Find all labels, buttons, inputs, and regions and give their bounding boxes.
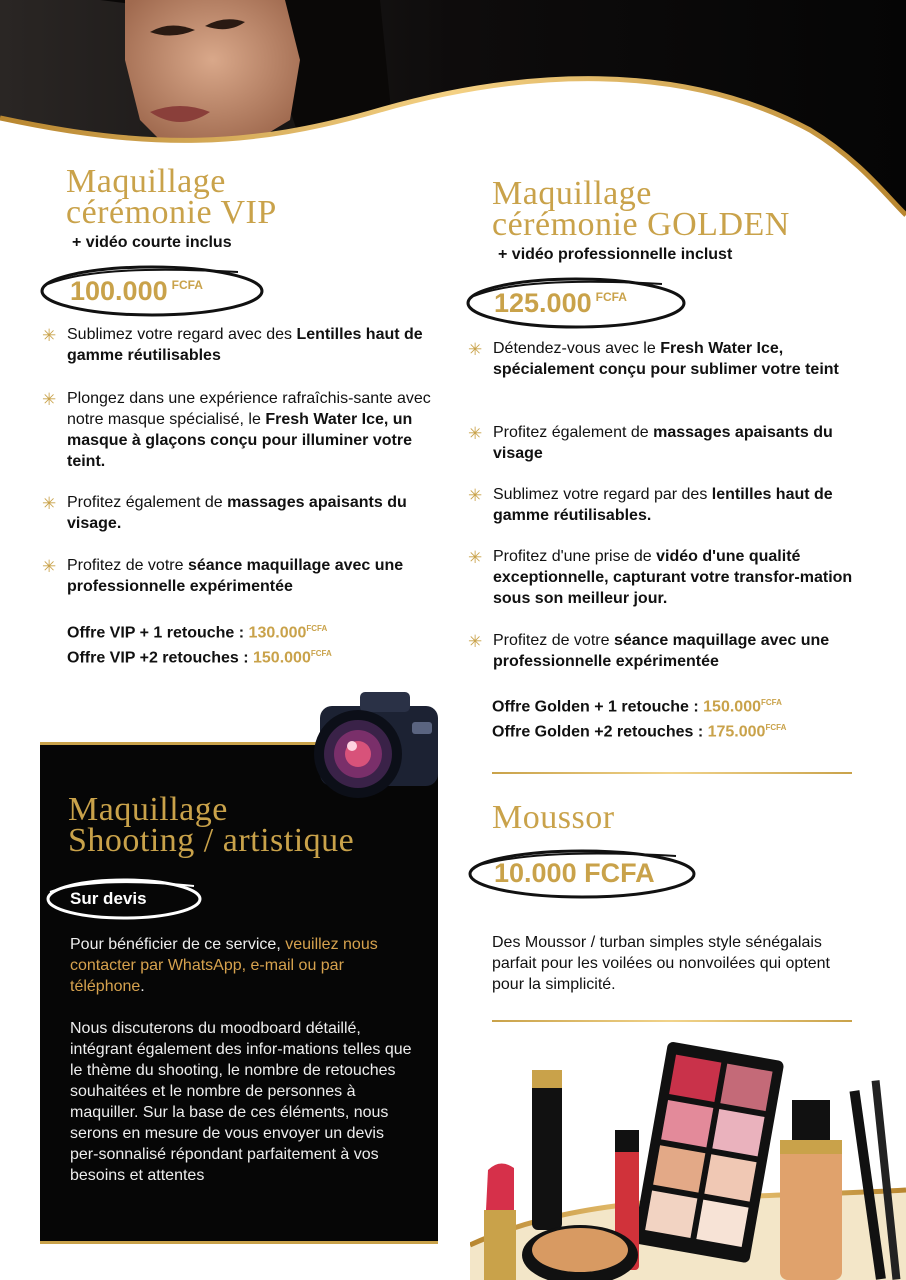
sparkle-icon: ✳ <box>468 632 483 651</box>
vip-title-line1: Maquillage <box>66 163 226 200</box>
golden-price-currency: FCFA <box>595 290 627 304</box>
sparkle-icon: ✳ <box>468 424 483 443</box>
moussor-price: 10.000 FCFA <box>494 858 655 888</box>
shooting-tag: Sur devis <box>70 889 147 908</box>
golden-offers <box>492 692 786 743</box>
shooting-paragraph-1: Pour bénéficier de ce service, veuillez nous contacter par WhatsApp, e-mail ou par téléphone. <box>70 936 378 995</box>
vip-offers <box>67 618 332 669</box>
golden-item-3: ✳ Sublimez votre regard par des lentilles haut de gamme réutilisables. <box>468 486 833 524</box>
shooting-title <box>68 791 355 859</box>
divider <box>492 1020 852 1022</box>
vip-subtitle: + vidéo courte inclus <box>72 234 232 251</box>
vip-price <box>70 276 203 307</box>
vip-offer-1: Offre VIP + 1 retouche : $130.000^{FCFA}$ <box>67 624 328 642</box>
sparkle-icon: ✳ <box>42 326 57 345</box>
golden-item-5: ✳ Profitez de votre séance maquillage avec une professionnelle expérimentée <box>468 632 830 670</box>
golden-title <box>492 175 790 243</box>
vip-offer-2: Offre VIP +2 retouches : $150.000^{FCFA}$ <box>67 649 332 667</box>
golden-title-line1: Maquillage <box>492 175 652 212</box>
sparkle-icon: ✳ <box>42 557 57 576</box>
sparkle-icon: ✳ <box>468 548 483 567</box>
vip-title <box>66 163 277 231</box>
golden-offer-2: Offre Golden +2 retouches : $175.000^{FCFA}$ <box>492 723 787 741</box>
moussor-title: Moussor <box>492 799 615 836</box>
golden-price-value: 125.000 <box>494 288 592 318</box>
vip-price-currency: FCFA <box>171 278 203 292</box>
divider <box>492 772 852 774</box>
golden-item-1: ✳ Détendez-vous avec le Fresh Water Ice, spécialement conçu pour sublimer votre teint <box>468 340 839 378</box>
golden-price <box>494 288 627 319</box>
golden-subtitle: + vidéo professionnelle inclust <box>498 246 733 263</box>
vip-item-3: ✳ Profitez également de massages apaisants du visage. <box>42 494 407 532</box>
shooting-title-line2: Shooting / artistique <box>68 822 355 859</box>
sparkle-icon: ✳ <box>42 494 57 513</box>
shooting-paragraph-2: Nous discuterons du moodboard détaillé, intégrant également des infor-mations telles que le thème du shooting, le nombre de retouches souhaitées et le nombre de personnes à maquiller. Sur la base de ces éléments, nous serons en mesure de vous envoyer un devis per-sonnalisé répondant parfaitement à vos besoins et attentes <box>70 1020 412 1184</box>
vip-item-2: ✳ Plongez dans une expérience rafraîchis-sante avec notre masque spécialisé, le Fresh Water Ice, un masque à glaçons conçu pour illuminer votre teint. <box>42 390 431 470</box>
camera-icon <box>300 684 445 802</box>
makeup-products-icon <box>470 1040 906 1280</box>
moussor-description: Des Moussor / turban simples style sénégalais parfait pour les voilées ou nonvoilées qui optent pour la simplicité. <box>492 934 830 993</box>
vip-item-4: ✳ Profitez de votre séance maquillage avec une professionnelle expérimentée <box>42 557 404 595</box>
golden-item-2: ✳ Profitez également de massages apaisants du visage <box>468 424 833 462</box>
golden-item-4: ✳ Profitez d'une prise de vidéo d'une qualité exceptionnelle, capturant votre transfor-mation sous son meilleur jour. <box>468 548 853 607</box>
golden-title-line2: cérémonie GOLDEN <box>492 206 790 243</box>
sparkle-icon: ✳ <box>468 340 483 359</box>
vip-price-value: 100.000 <box>70 276 168 306</box>
sparkle-icon: ✳ <box>468 486 483 505</box>
vip-title-line2: cérémonie VIP <box>66 194 277 231</box>
golden-offer-1: Offre Golden + 1 retouche : $150.000^{FCFA}$ <box>492 698 782 716</box>
shooting-title-line1: Maquillage <box>68 791 228 828</box>
vip-item-1: ✳ Sublimez votre regard avec des Lentilles haut de gamme réutilisables <box>42 326 423 364</box>
sparkle-icon: ✳ <box>42 390 57 409</box>
